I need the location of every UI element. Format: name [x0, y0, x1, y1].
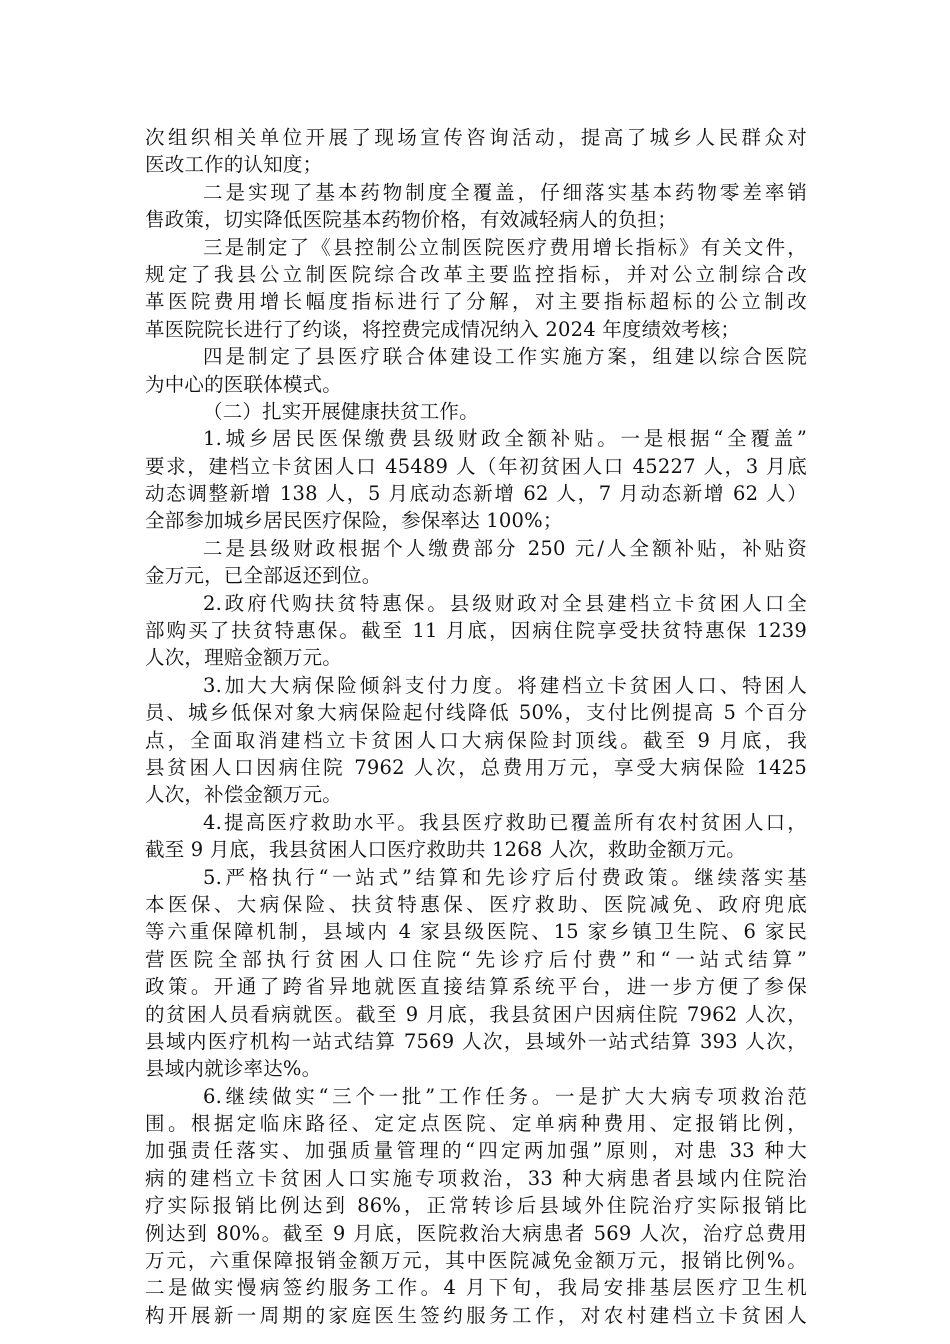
text-line: 为中心的医联体模式。: [145, 372, 343, 396]
text-line: 5.严格执行“一站式”结算和先诊疗后付费政策。继续落实基: [203, 865, 807, 889]
text-line: 二是做实慢病签约服务工作。4 月下旬，我局安排基层医疗卫生机: [145, 1276, 807, 1300]
text-line: 金万元，已全部返还到位。: [145, 564, 382, 588]
text-line: 例达到 80%。截至 9 月底，医院救治大病患者 569 人次，治疗总费用: [145, 1221, 807, 1245]
text-line: 构开展新一周期的家庭医生签约服务工作，对农村建档立卡贫困人: [145, 1303, 807, 1327]
text-line: 等六重保障机制，县域内 4 家县级医院、15 家乡镇卫生院、6 家民: [145, 920, 807, 944]
text-line: 售政策，切实降低医院基本药物价格，有效减轻病人的负担；: [145, 208, 677, 232]
text-line: 4.提高医疗救助水平。我县医疗救助已覆盖所有农村贫困人口，: [203, 810, 807, 834]
text-line: 疗实际报销比例达到 86%，正常转诊后县域外住院治疗实际报销比: [145, 1194, 807, 1218]
text-line: 2.政府代购扶贫特惠保。县级财政对全县建档立卡贫困人口全: [203, 591, 807, 615]
text-line: 三是制定了《县控制公立制医院医疗费用增长指标》有关文件，: [203, 235, 807, 259]
text-line: 万元，六重保障报销金额万元，其中医院减免金额万元，报销比例%。: [145, 1249, 807, 1273]
text-line: 的贫困人员看病就医。截至 9 月底，我县贫困户因病住院 7962 人次，: [145, 1002, 807, 1026]
text-line: 部购买了扶贫特惠保。截至 11 月底，因病住院享受扶贫特惠保 1239: [145, 619, 807, 643]
text-line: 医改工作的认知度；: [145, 153, 323, 177]
text-line: 6.继续做实“三个一批”工作任务。一是扩大大病专项救治范: [203, 1084, 807, 1108]
text-line: 点，全面取消建档立卡贫困人口大病保险封顶线。截至 9 月底，我: [145, 728, 807, 752]
text-line: 围。根据定临床路径、定定点医院、定单病种费用、定报销比例，: [145, 1112, 807, 1136]
text-line: 革医院费用增长幅度指标进行了分解，对主要指标超标的公立制改: [145, 290, 807, 314]
text-line: 动态调整新增 138 人，5 月底动态新增 62 人，7 月动态新增 62 人）: [145, 482, 807, 506]
text-line: （二）扎实开展健康扶贫工作。: [203, 399, 479, 423]
text-line: 加强责任落实、加强质量管理的“四定两加强”原则，对患 33 种大: [145, 1139, 807, 1163]
text-line: 四是制定了县医疗联合体建设工作实施方案，组建以综合医院: [203, 345, 807, 369]
text-line: 革医院院长进行了约谈，将控费完成情况纳入 2024 年度绩效考核；: [145, 317, 741, 341]
text-line: 二是实现了基本药物制度全覆盖，仔细落实基本药物零差率销: [203, 180, 807, 204]
text-line: 1.城乡居民医保缴费县级财政全额补贴。一是根据“全覆盖”: [203, 427, 807, 451]
document-body: [145, 124, 807, 1329]
text-line: 人次，理赔金额万元。: [145, 646, 343, 670]
text-line: 人次，补偿金额万元。: [145, 783, 343, 807]
text-line: 二是县级财政根据个人缴费部分 250 元/人全额补贴，补贴资: [203, 536, 807, 560]
text-line: 规定了我县公立制医院综合改革主要监控指标，并对公立制综合改: [145, 262, 807, 286]
text-line: 县域内就诊率达%。: [145, 1057, 322, 1081]
text-line: 营医院全部执行贫困人口住院“先诊疗后付费”和“一站式结算”: [145, 947, 807, 971]
text-line: 全部参加城乡居民医疗保险，参保率达 100%；: [145, 509, 563, 533]
document-page: [145, 124, 807, 1329]
text-line: 截至 9 月底，我县贫困人口医疗救助共 1268 人次，救助金额万元。: [145, 838, 746, 862]
text-line: 县贫困人口因病住院 7962 人次，总费用万元，享受大病保险 1425: [145, 755, 807, 779]
text-line: 次组织相关单位开展了现场宣传咨询活动，提高了城乡人民群众对: [145, 126, 807, 149]
text-line: 县域内医疗机构一站式结算 7569 人次，县域外一站式结算 393 人次，: [145, 1029, 807, 1053]
text-line: 政策。开通了跨省异地就医直接结算系统平台，进一步方便了参保: [145, 975, 807, 999]
text-line: 要求，建档立卡贫困人口 45489 人（年初贫困人口 45227 人，3 月底: [145, 454, 807, 478]
text-line: 病的建档立卡贫困人口实施专项救治，33 种大病患者县域内住院治: [145, 1166, 807, 1190]
text-line: 本医保、大病保险、扶贫特惠保、医疗救助、医院减免、政府兜底: [145, 892, 807, 916]
text-line: 3.加大大病保险倾斜支付力度。将建档立卡贫困人口、特困人: [203, 673, 807, 697]
text-line: 员、城乡低保对象大病保险起付线降低 50%，支付比例提高 5 个百分: [145, 701, 807, 725]
